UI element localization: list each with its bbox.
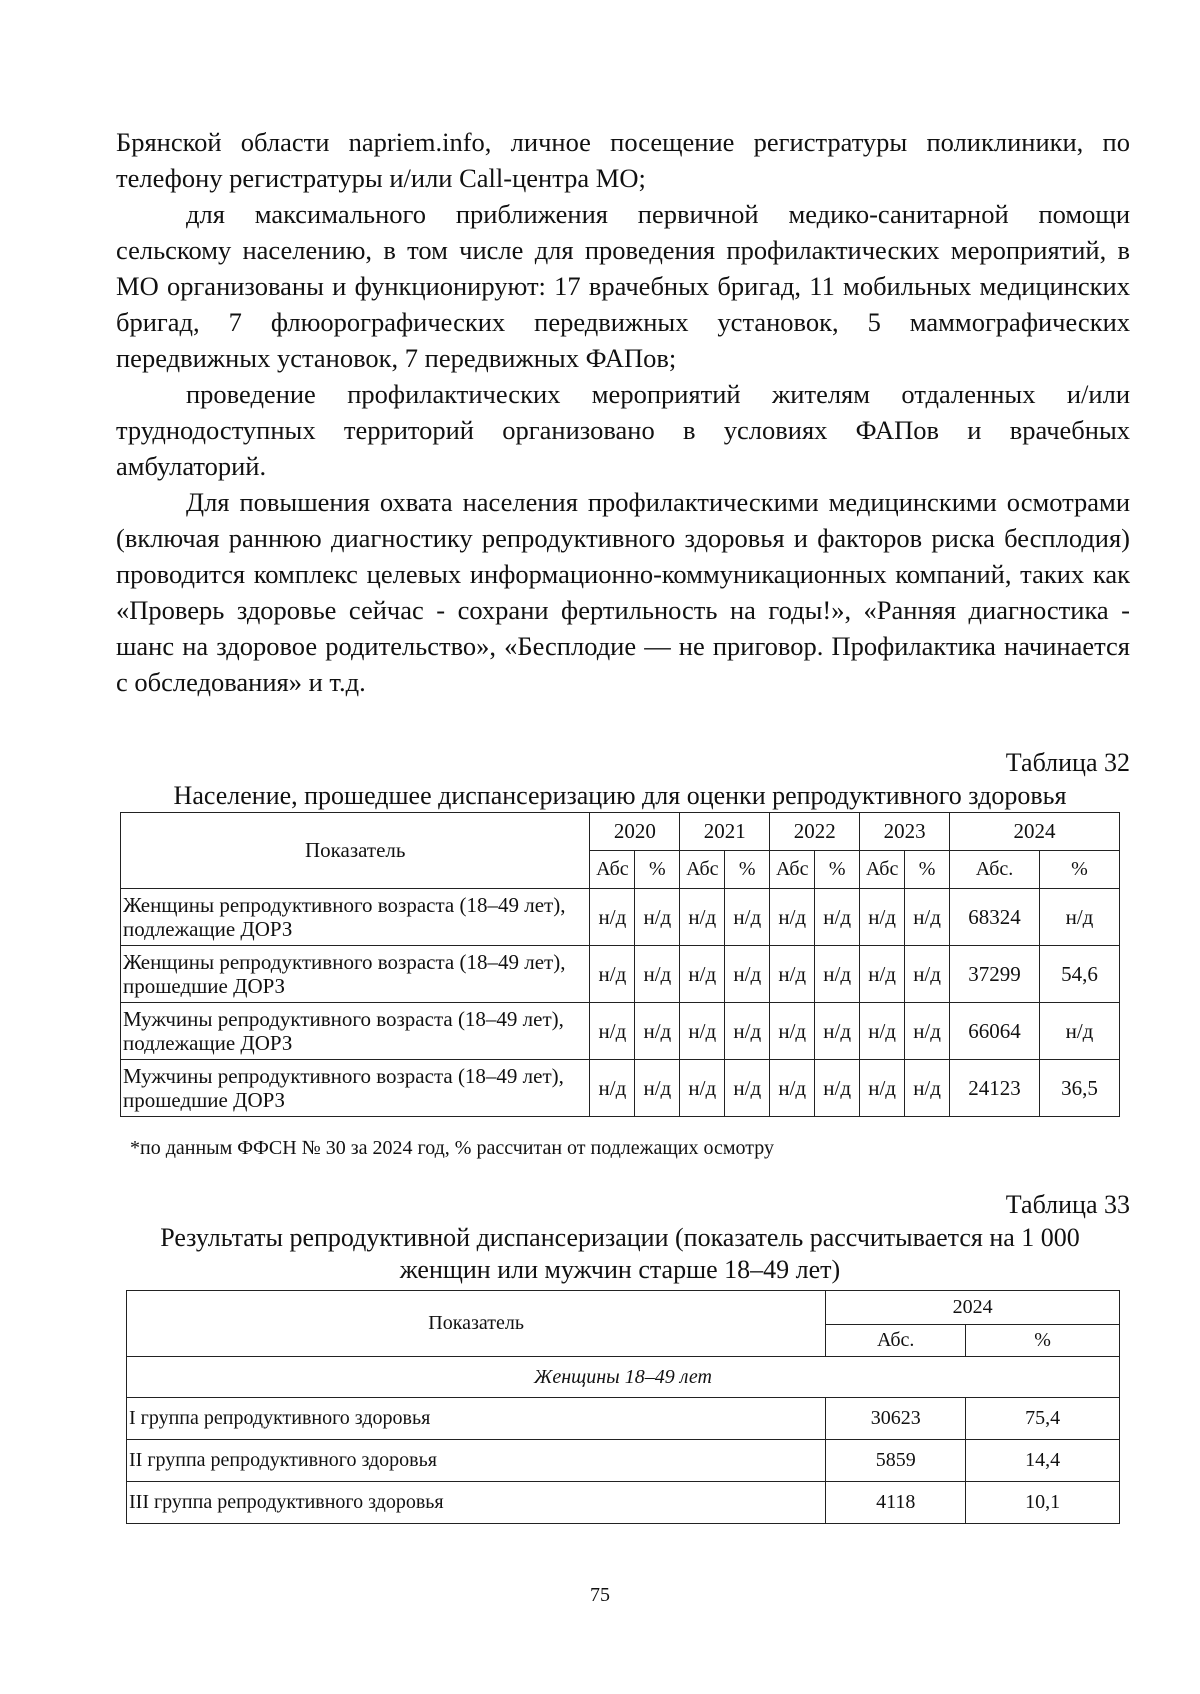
- table-cell: н/д: [905, 889, 950, 946]
- table-32-sub-abs: Абс.: [950, 851, 1040, 889]
- table-32-sub-abs: Абс: [860, 851, 905, 889]
- table-32-sub-abs: Абс: [590, 851, 635, 889]
- table-32-sub-pct: %: [1039, 851, 1119, 889]
- row-label: III группа репродуктивного здоровья: [127, 1482, 826, 1524]
- table-32-sub-pct: %: [905, 851, 950, 889]
- table-32-sub-pct: %: [635, 851, 680, 889]
- table-cell: н/д: [860, 946, 905, 1003]
- table-cell: н/д: [815, 1060, 860, 1117]
- table-33-year: 2024: [826, 1291, 1120, 1325]
- page-number: 75: [590, 1584, 610, 1606]
- table-33-title-line-1: Результаты репродуктивной диспансеризации (показатель рассчитывается на 1 000: [160, 1223, 1080, 1252]
- table-32-year: 2021: [680, 813, 770, 851]
- table-cell: 4118: [826, 1482, 966, 1524]
- table-cell: н/д: [860, 1060, 905, 1117]
- table-32-header-indicator: Показатель: [121, 813, 590, 889]
- table-row: [121, 1003, 1120, 1060]
- table-cell: 54,6: [1039, 946, 1119, 1003]
- table-33-sub-pct: %: [966, 1325, 1120, 1357]
- table-cell: н/д: [590, 1003, 635, 1060]
- table-32-sub-abs: Абс: [770, 851, 815, 889]
- table-cell: 66064: [950, 1003, 1040, 1060]
- table-row: [127, 1482, 1120, 1524]
- table-cell: н/д: [770, 889, 815, 946]
- table-cell: н/д: [905, 946, 950, 1003]
- table-32: [120, 812, 1120, 1117]
- paragraph-3: проведение профилактических мероприятий жителям отдаленных и/или труднодоступных территорий организовано в условиях ФАПов и врачебных амбулаторий.: [116, 379, 1130, 481]
- table-32-number: Таблица 32: [1005, 748, 1130, 777]
- table-32-year: 2023: [860, 813, 950, 851]
- paragraph-4: Для повышения охвата населения профилактическими медицинскими осмотрами (включая раннюю диагностику репродуктивного здоровья и факторов риска бесплодия) проводится комплекс целевых информационно-коммуникационных компаний, таких как «Проверь здоровье сейчас - сохрани фертильность на годы!», «Ранняя диагностика - шанс на здоровое родительство», «Бесплодие — не приговор. Профилактика начинается с обследования» и т.д.: [116, 487, 1130, 697]
- table-cell: н/д: [635, 946, 680, 1003]
- table-cell: 10,1: [966, 1482, 1120, 1524]
- table-33-title-line-2: женщин или мужчин старше 18–49 лет): [399, 1255, 841, 1284]
- table-cell: 36,5: [1039, 1060, 1119, 1117]
- table-cell: н/д: [680, 1060, 725, 1117]
- table-cell: н/д: [590, 889, 635, 946]
- table-cell: н/д: [770, 1060, 815, 1117]
- paragraph-2: для максимального приближения первичной медико-санитарной помощи сельскому населению, в том числе для проведения профилактических мероприятий, в МО организованы и функционируют: 17 врачебных бригад, 11 мобильных медицинских бригад, 7 флюорографических передвижных установок, 5 маммографических передвижных установок, 7 передвижных ФАПов;: [116, 199, 1130, 373]
- row-label: Женщины репродуктивного возраста (18–49 лет), прошедшие ДОРЗ: [121, 946, 590, 1003]
- table-cell: н/д: [590, 946, 635, 1003]
- table-cell: н/д: [725, 946, 770, 1003]
- table-33-header-indicator: Показатель: [127, 1291, 826, 1357]
- table-33: [126, 1290, 1120, 1524]
- table-cell: н/д: [860, 889, 905, 946]
- table-cell: н/д: [680, 889, 725, 946]
- table-cell: н/д: [860, 1003, 905, 1060]
- row-label: I группа репродуктивного здоровья: [127, 1398, 826, 1440]
- table-33-group-label: Женщины 18–49 лет: [127, 1357, 1120, 1398]
- table-cell: н/д: [815, 946, 860, 1003]
- table-cell: н/д: [1039, 1003, 1119, 1060]
- table-cell: н/д: [770, 1003, 815, 1060]
- table-row: [121, 889, 1120, 946]
- table-cell: н/д: [815, 1003, 860, 1060]
- table-cell: н/д: [725, 1060, 770, 1117]
- table-cell: н/д: [815, 889, 860, 946]
- table-row: [121, 946, 1120, 1003]
- table-32-sub-pct: %: [725, 851, 770, 889]
- table-cell: 30623: [826, 1398, 966, 1440]
- row-label: II группа репродуктивного здоровья: [127, 1440, 826, 1482]
- table-row: [127, 1440, 1120, 1482]
- table-cell: н/д: [725, 1003, 770, 1060]
- table-cell: 14,4: [966, 1440, 1120, 1482]
- table-cell: н/д: [1039, 889, 1119, 946]
- table-cell: н/д: [905, 1060, 950, 1117]
- row-label: Женщины репродуктивного возраста (18–49 лет), подлежащие ДОРЗ: [121, 889, 590, 946]
- table-cell: н/д: [635, 1003, 680, 1060]
- table-cell: н/д: [725, 889, 770, 946]
- table-32-year: 2022: [770, 813, 860, 851]
- table-32-sub-pct: %: [815, 851, 860, 889]
- table-cell: н/д: [635, 889, 680, 946]
- table-cell: 68324: [950, 889, 1040, 946]
- table-cell: н/д: [905, 1003, 950, 1060]
- table-32-year: 2024: [950, 813, 1120, 851]
- table-32-title: Население, прошедшее диспансеризацию для оценки репродуктивного здоровья: [173, 781, 1067, 810]
- paragraph-1: Брянской области napriem.info, личное посещение регистратуры поликлиники, по телефону регистратуры и/или Call-центра МО;: [116, 127, 1130, 193]
- table-cell: 37299: [950, 946, 1040, 1003]
- table-33-number: Таблица 33: [1005, 1190, 1130, 1219]
- table-cell: 5859: [826, 1440, 966, 1482]
- table-32-year: 2020: [590, 813, 680, 851]
- table-row: [121, 1060, 1120, 1117]
- table-cell: н/д: [590, 1060, 635, 1117]
- table-cell: н/д: [680, 1003, 725, 1060]
- table-33-sub-abs: Абс.: [826, 1325, 966, 1357]
- table-cell: 75,4: [966, 1398, 1120, 1440]
- row-label: Мужчины репродуктивного возраста (18–49 лет), подлежащие ДОРЗ: [121, 1003, 590, 1060]
- table-cell: н/д: [770, 946, 815, 1003]
- table-cell: н/д: [680, 946, 725, 1003]
- row-label: Мужчины репродуктивного возраста (18–49 лет), прошедшие ДОРЗ: [121, 1060, 590, 1117]
- table-32-footnote: *по данным ФФСН № 30 за 2024 год, % рассчитан от подлежащих осмотру: [130, 1137, 774, 1159]
- table-row: [127, 1398, 1120, 1440]
- table-cell: н/д: [635, 1060, 680, 1117]
- table-cell: 24123: [950, 1060, 1040, 1117]
- table-32-sub-abs: Абс: [680, 851, 725, 889]
